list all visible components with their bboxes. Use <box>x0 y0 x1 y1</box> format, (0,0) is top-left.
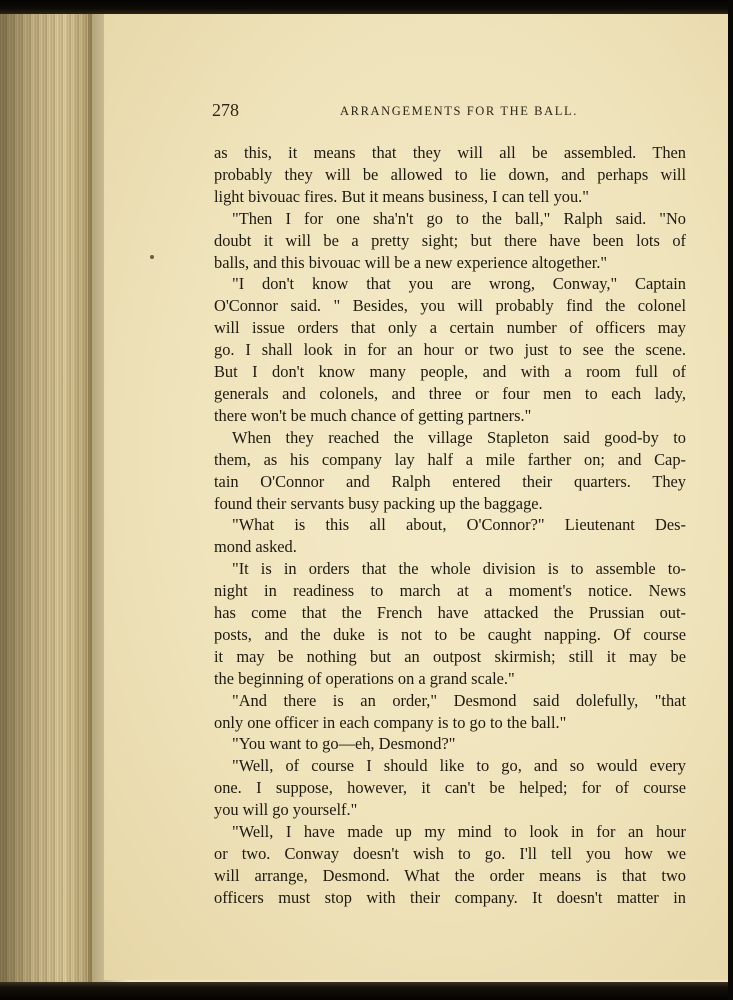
text-line: go. I shall look in for an hour or two just to see the scene. <box>214 340 686 360</box>
page-number: 278 <box>212 100 239 120</box>
text-line: found their servants busy packing up the baggage. <box>214 493 543 513</box>
text-line: posts, and the duke is not to be caught napping. Of course <box>214 624 686 644</box>
text-line: "And there is an order," Desmond said dolefully, "that <box>232 690 686 710</box>
page-edges <box>0 8 92 983</box>
text-line: "You want to go—eh, Desmond?" <box>232 734 456 754</box>
text-line: there won't be much chance of getting partners." <box>214 405 532 425</box>
text-line: When they reached the village Stapleton said good-by to <box>232 427 686 447</box>
text-line: But I don't know many people, and with a room full of <box>214 362 686 382</box>
text-line: O'Connor said. " Besides, you will probably find the colonel <box>214 296 686 316</box>
text-line: one. I suppose, however, it can't be helped; for of course <box>214 778 686 798</box>
text-line: night in readiness to march at a moment's notice. News <box>214 581 686 601</box>
text-line: officers must stop with their company. It doesn't matter in <box>214 887 686 907</box>
text-line: it may be nothing but an outpost skirmish; still it may be <box>214 646 686 666</box>
text-line: "It is in orders that the whole division is to assemble to- <box>232 559 686 579</box>
text-line: "Then I for one sha'n't go to the ball," Ralph said. "No <box>232 208 686 228</box>
text-line: will issue orders that only a certain number of officers may <box>214 318 686 338</box>
text-line: will arrange, Desmond. What the order means is that two <box>214 865 686 885</box>
text-line: only one officer in each company is to go to the ball." <box>214 712 567 732</box>
text-line: the beginning of operations on a grand scale." <box>214 668 515 688</box>
text-line: them, as his company lay half a mile farther on; and Cap- <box>214 449 686 469</box>
text-line: as this, it means that they will all be assembled. Then <box>214 143 686 162</box>
text-line: light bivouac fires. But it means business, I can tell you." <box>214 186 589 206</box>
text-line: probably they will be allowed to lie down, and perhaps will <box>214 164 686 184</box>
text-line: "What is this all about, O'Connor?" Lieutenant Des- <box>232 515 686 535</box>
scan-border-top <box>0 0 733 14</box>
text-line: "I don't know that you are wrong, Conway," Captain <box>232 274 686 294</box>
body-text <box>214 142 686 909</box>
text-line: you will go yourself." <box>214 800 358 820</box>
ink-speck <box>150 255 154 259</box>
text-line: balls, and this bivouac will be a new experience altogether." <box>214 252 608 272</box>
text-line: "Well, of course I should like to go, and so would every <box>232 756 686 776</box>
scan-border-bottom <box>0 982 733 1000</box>
text-line: or two. Conway doesn't wish to go. I'll tell you how we <box>214 844 686 863</box>
scan-border-right <box>728 0 733 1000</box>
text-line: mond asked. <box>214 537 297 557</box>
text-line: "Well, I have made up my mind to look in for an hour <box>232 822 686 842</box>
text-line: has come that the French have attacked the Prussian out- <box>214 603 686 623</box>
text-line: tain O'Connor and Ralph entered their quarters. They <box>214 471 686 491</box>
text-line: doubt it will be a pretty sight; but there have been lots of <box>214 230 686 250</box>
text-line: generals and colonels, and three or four men to each lady, <box>214 383 686 403</box>
running-head: ARRANGEMENTS FOR THE BALL. <box>340 104 578 118</box>
page-header <box>212 100 688 124</box>
